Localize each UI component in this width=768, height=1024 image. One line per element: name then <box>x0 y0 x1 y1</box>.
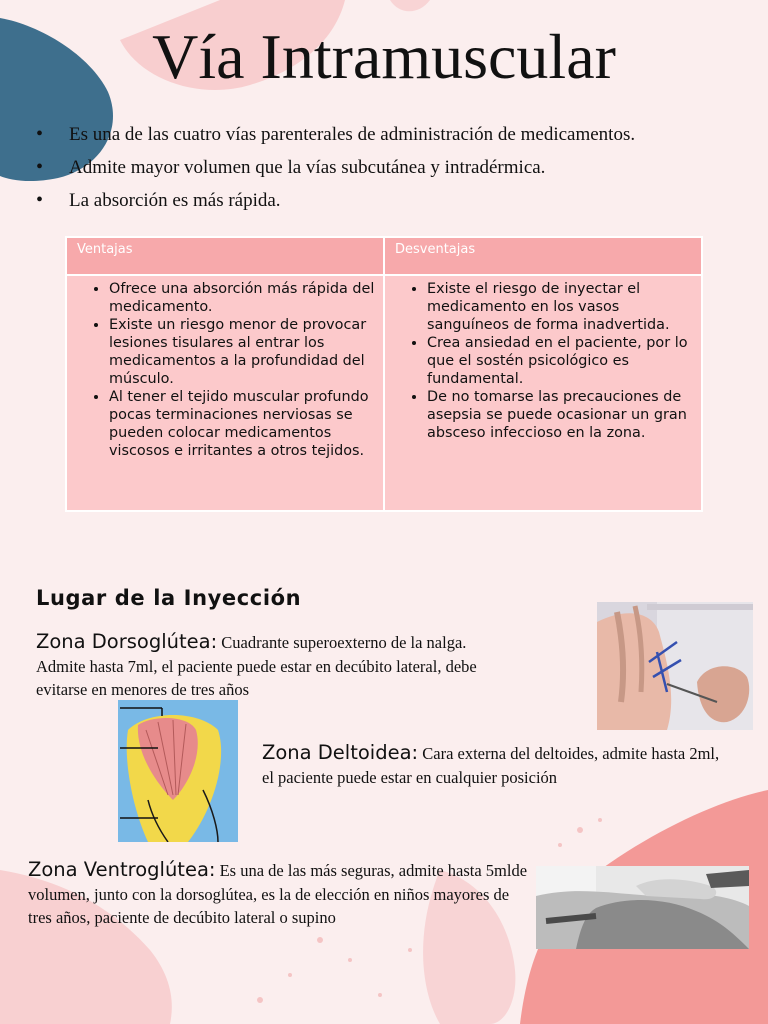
ventaja-item: • Ofrece una absorción más rápida del medicamento. <box>109 280 375 316</box>
header-desventajas: Desventajas <box>384 237 702 275</box>
deltoid-muscle-diagram <box>118 700 238 842</box>
intro-bullets <box>36 118 635 217</box>
ventrogluteal-patient-photo <box>536 866 749 949</box>
header-ventajas: Ventajas <box>66 237 384 275</box>
bullet-item: • La absorción es más rápida. <box>36 184 635 217</box>
desventaja-item: • De no tomarse las precauciones de asepsia se puede ocasionar un gran absceso infeccioso en la zona. <box>427 388 693 442</box>
page-title: Vía Intramuscular <box>152 21 616 92</box>
pros-cons-table <box>65 236 703 512</box>
desventaja-item: • Existe el riesgo de inyectar el medicamento en los vasos sanguíneos de forma inadvertida. <box>427 280 693 334</box>
desventajas-cell <box>384 275 702 511</box>
section-title: Lugar de la Inyección <box>36 586 302 610</box>
zone-dorsogluteal <box>36 630 506 702</box>
desventajas-list <box>393 280 693 442</box>
ventajas-cell <box>66 275 384 511</box>
hand-injection-photo <box>597 602 753 730</box>
zone-ventrogluteal <box>28 858 528 930</box>
zone-deltoid-name: Zona Deltoidea: <box>262 741 419 764</box>
zone-dorsogluteal-text: Cuadrante superoexterno de la nalga. Admite hasta 7ml, el paciente puede estar en decúbito lateral, debe evitarse en menores de tres años <box>36 633 477 699</box>
zone-deltoid-text: Cara externa del deltoides, admite hasta 2ml, el paciente puede estar en cualquier posición <box>262 744 720 787</box>
zone-ventrogluteal-text: Es una de las más seguras, admite hasta 5mlde volumen, junto con la dorsoglútea, es la de elección en niños mayores de tres años, paciente de decúbito lateral o supino <box>28 861 528 927</box>
bullet-item: • Admite mayor volumen que la vías subcutánea y intradérmica. <box>36 151 635 184</box>
zone-dorsogluteal-name: Zona Dorsoglútea: <box>36 630 218 653</box>
ventaja-item: • Existe un riesgo menor de provocar lesiones tisulares al entrar los medicamentos a la profundidad del músculo. <box>109 316 375 388</box>
zone-ventrogluteal-name: Zona Ventroglútea: <box>28 858 216 881</box>
desventaja-item: • Crea ansiedad en el paciente, por lo que el sostén psicológico es fundamental. <box>427 334 693 388</box>
zone-deltoid <box>262 741 732 789</box>
pink-blob-top-right <box>390 0 430 11</box>
ventajas-list <box>75 280 375 460</box>
ventaja-item: • Al tener el tejido muscular profundo pocas terminaciones nerviosas se pueden colocar medicamentos viscosos e irritantes a otros tejidos. <box>109 388 375 460</box>
bullet-item: • Es una de las cuatro vías parenterales de administración de medicamentos. <box>36 118 635 151</box>
